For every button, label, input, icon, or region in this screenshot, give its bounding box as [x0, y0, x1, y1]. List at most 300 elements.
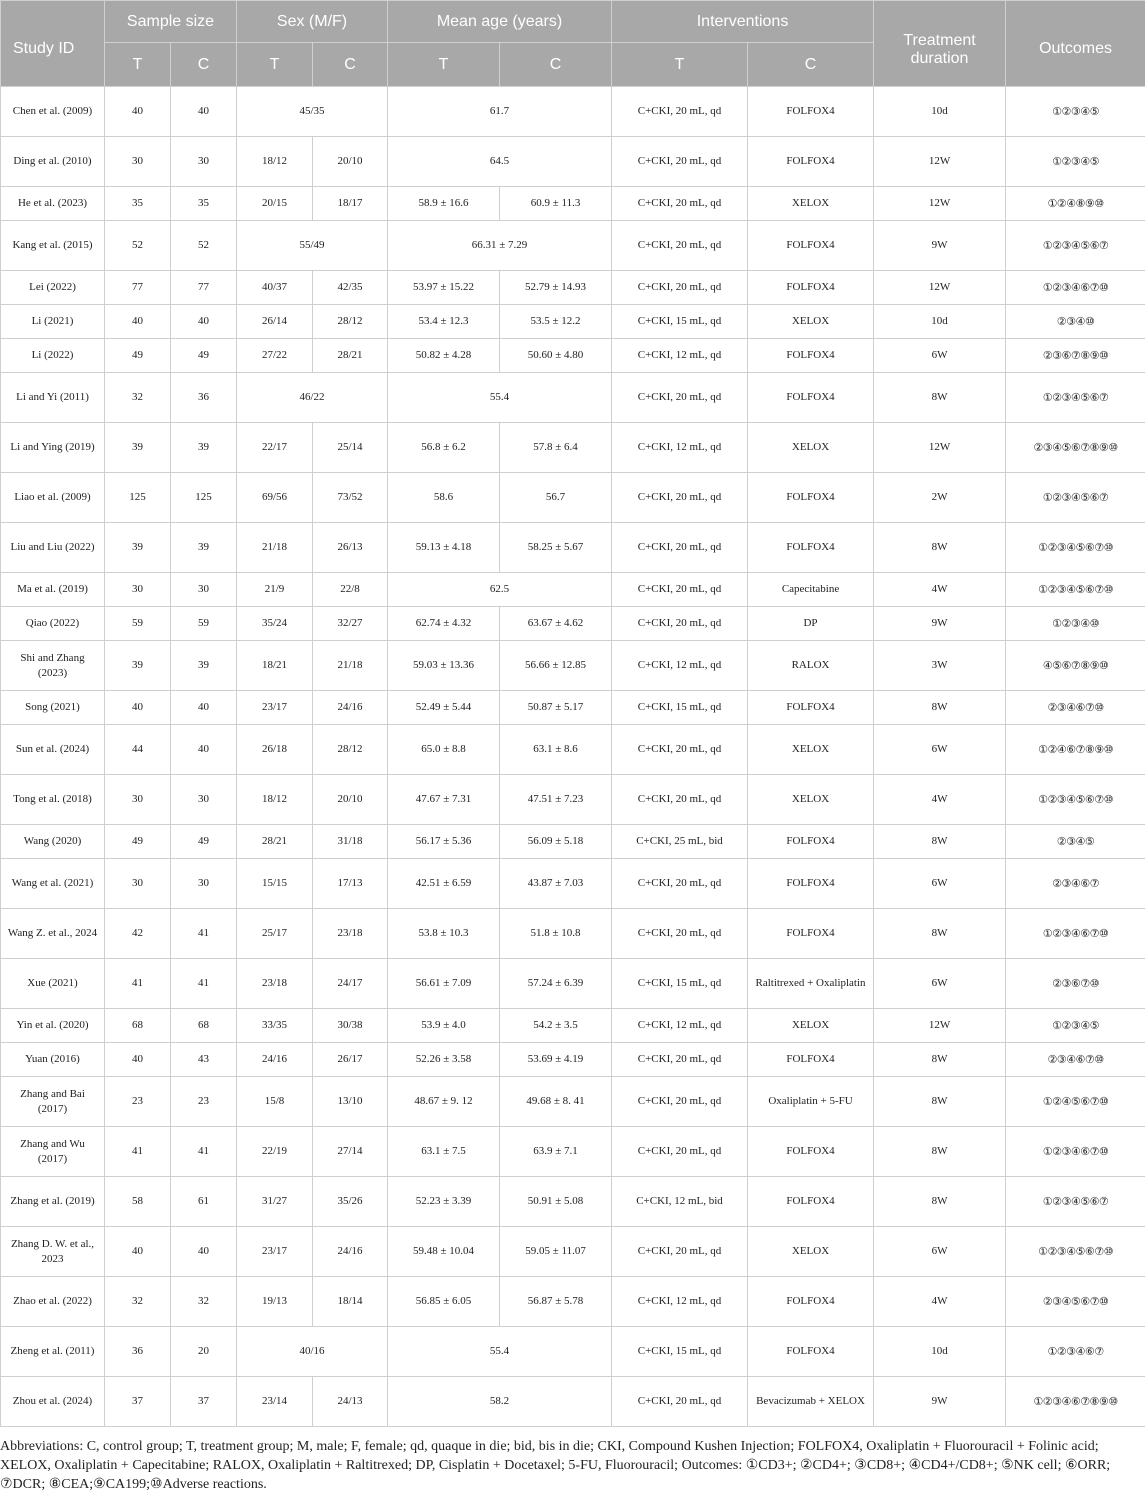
header-mean-age: Mean age (years): [388, 1, 612, 43]
outcomes-cell: ②③④⑤⑥⑦⑧⑨⑩: [1006, 423, 1145, 473]
treatment-duration-cell: 12W: [874, 137, 1006, 187]
treatment-duration-cell: 9W: [874, 1377, 1006, 1427]
mean-age-t-cell: 48.67 ± 9. 12: [388, 1077, 500, 1127]
mean-age-c-cell: 53.69 ± 4.19: [500, 1043, 612, 1077]
sex-c-cell: 25/14: [313, 423, 388, 473]
sex-t-cell: 26/14: [237, 305, 313, 339]
table-footnote: Abbreviations: C, control group; T, treatment group; M, male; F, female; qd, quaque in die; bid, bis in die; CKI, Compound Kushen Injection; FOLFOX4, Oxaliplatin + Fluorouracil + Folinic acid; XELOX, Oxaliplatin + Capecitabine; RALOX, Oxaliplatin + Raltitrexed; DP, Cisplatin + Docetaxel; 5-FU, Fluorouracil; Outcomes: ①CD3+; ②CD4+; ③CD8+; ④CD4+/CD8+; ⑤NK cell; ⑥ORR; ⑦DCR; ⑧CEA;⑨CA199;⑩Adverse reactions.: [0, 1439, 1111, 1492]
sex-c-cell: 21/18: [313, 641, 388, 691]
mean-age-t-cell: 56.17 ± 5.36: [388, 825, 500, 859]
sample-size-t-cell: 77: [105, 271, 171, 305]
intervention-c-cell: FOLFOX4: [748, 1127, 874, 1177]
treatment-duration-cell: 8W: [874, 1127, 1006, 1177]
outcomes-cell: ①②④⑤⑥⑦⑩: [1006, 1077, 1145, 1127]
study-id-cell: Zhou et al. (2024): [1, 1377, 105, 1427]
subheader-age-t: T: [388, 43, 500, 87]
sex-c-cell: 28/12: [313, 725, 388, 775]
sex-c-cell: 24/16: [313, 1227, 388, 1277]
intervention-t-cell: C+CKI, 20 mL, qd: [612, 859, 748, 909]
subheader-sample-c: C: [171, 43, 237, 87]
sample-size-c-cell: 40: [171, 725, 237, 775]
outcomes-cell: ②③④⑤⑥⑦⑩: [1006, 1277, 1145, 1327]
intervention-t-cell: C+CKI, 12 mL, qd: [612, 339, 748, 373]
intervention-t-cell: C+CKI, 20 mL, qd: [612, 187, 748, 221]
intervention-c-cell: XELOX: [748, 187, 874, 221]
sex-c-cell: 73/52: [313, 473, 388, 523]
sample-size-t-cell: 39: [105, 423, 171, 473]
mean-age-c-cell: 54.2 ± 3.5: [500, 1009, 612, 1043]
intervention-t-cell: C+CKI, 20 mL, qd: [612, 221, 748, 271]
outcomes-cell: ②③④⑥⑦⑩: [1006, 691, 1145, 725]
treatment-duration-cell: 4W: [874, 775, 1006, 825]
mean-age-c-cell: 47.51 ± 7.23: [500, 775, 612, 825]
outcomes-cell: ②③④⑩: [1006, 305, 1145, 339]
sex-t-cell: 23/17: [237, 1227, 313, 1277]
sex-c-cell: 24/13: [313, 1377, 388, 1427]
sample-size-c-cell: 23: [171, 1077, 237, 1127]
sample-size-c-cell: 39: [171, 641, 237, 691]
sex-t-cell: 35/24: [237, 607, 313, 641]
treatment-duration-cell: 8W: [874, 909, 1006, 959]
outcomes-cell: ②③⑥⑦⑩: [1006, 959, 1145, 1009]
table-row: [1, 1177, 1145, 1227]
outcomes-cell: ①②③④⑤: [1006, 137, 1145, 187]
subheader-age-c: C: [500, 43, 612, 87]
mean-age-combined-cell: 66.31 ± 7.29: [388, 221, 612, 271]
mean-age-c-cell: 58.25 ± 5.67: [500, 523, 612, 573]
sample-size-c-cell: 52: [171, 221, 237, 271]
outcomes-cell: ①②③④⑥⑦⑧⑨⑩: [1006, 1377, 1145, 1427]
mean-age-t-cell: 62.74 ± 4.32: [388, 607, 500, 641]
sample-size-t-cell: 39: [105, 641, 171, 691]
intervention-c-cell: FOLFOX4: [748, 1043, 874, 1077]
sample-size-c-cell: 49: [171, 339, 237, 373]
study-id-cell: Ding et al. (2010): [1, 137, 105, 187]
sample-size-t-cell: 40: [105, 1227, 171, 1277]
sex-c-cell: 17/13: [313, 859, 388, 909]
sex-t-cell: 18/12: [237, 137, 313, 187]
sample-size-t-cell: 41: [105, 959, 171, 1009]
mean-age-c-cell: 50.87 ± 5.17: [500, 691, 612, 725]
intervention-c-cell: FOLFOX4: [748, 825, 874, 859]
treatment-duration-cell: 8W: [874, 691, 1006, 725]
treatment-duration-cell: 6W: [874, 959, 1006, 1009]
table-row: [1, 137, 1145, 187]
subheader-intervention-c: C: [748, 43, 874, 87]
intervention-c-cell: FOLFOX4: [748, 339, 874, 373]
study-id-cell: Zhang D. W. et al., 2023: [1, 1227, 105, 1277]
sex-c-cell: 18/17: [313, 187, 388, 221]
mean-age-c-cell: 63.1 ± 8.6: [500, 725, 612, 775]
sample-size-c-cell: 30: [171, 859, 237, 909]
intervention-c-cell: Bevacizumab + XELOX: [748, 1377, 874, 1427]
treatment-duration-cell: 10d: [874, 87, 1006, 137]
intervention-t-cell: C+CKI, 20 mL, qd: [612, 1377, 748, 1427]
mean-age-t-cell: 59.13 ± 4.18: [388, 523, 500, 573]
treatment-duration-cell: 12W: [874, 1009, 1006, 1043]
sex-t-cell: 15/15: [237, 859, 313, 909]
intervention-t-cell: C+CKI, 15 mL, qd: [612, 959, 748, 1009]
mean-age-c-cell: 59.05 ± 11.07: [500, 1227, 612, 1277]
treatment-duration-cell: 2W: [874, 473, 1006, 523]
intervention-c-cell: Raltitrexed + Oxaliplatin: [748, 959, 874, 1009]
mean-age-t-cell: 56.61 ± 7.09: [388, 959, 500, 1009]
sex-t-cell: 22/19: [237, 1127, 313, 1177]
intervention-c-cell: FOLFOX4: [748, 1277, 874, 1327]
mean-age-c-cell: 49.68 ± 8. 41: [500, 1077, 612, 1127]
sex-t-cell: 24/16: [237, 1043, 313, 1077]
mean-age-c-cell: 56.7: [500, 473, 612, 523]
sample-size-c-cell: 32: [171, 1277, 237, 1327]
sample-size-c-cell: 40: [171, 87, 237, 137]
mean-age-c-cell: 60.9 ± 11.3: [500, 187, 612, 221]
study-id-cell: Lei (2022): [1, 271, 105, 305]
intervention-c-cell: XELOX: [748, 1009, 874, 1043]
outcomes-cell: ①②③④⑤: [1006, 87, 1145, 137]
sex-t-cell: 20/15: [237, 187, 313, 221]
mean-age-t-cell: 53.8 ± 10.3: [388, 909, 500, 959]
intervention-t-cell: C+CKI, 20 mL, qd: [612, 725, 748, 775]
header-sample-size: Sample size: [105, 1, 237, 43]
sex-combined-cell: 46/22: [237, 373, 388, 423]
study-id-cell: Wang Z. et al., 2024: [1, 909, 105, 959]
table-row: [1, 373, 1145, 423]
study-id-cell: Wang (2020): [1, 825, 105, 859]
mean-age-c-cell: 51.8 ± 10.8: [500, 909, 612, 959]
intervention-t-cell: C+CKI, 20 mL, qd: [612, 573, 748, 607]
table-row: [1, 423, 1145, 473]
mean-age-combined-cell: 55.4: [388, 1327, 612, 1377]
treatment-duration-cell: 10d: [874, 305, 1006, 339]
study-id-cell: Li and Ying (2019): [1, 423, 105, 473]
sample-size-c-cell: 41: [171, 959, 237, 1009]
sample-size-c-cell: 35: [171, 187, 237, 221]
outcomes-cell: ②③④⑤: [1006, 825, 1145, 859]
mean-age-t-cell: 52.23 ± 3.39: [388, 1177, 500, 1227]
sample-size-c-cell: 39: [171, 523, 237, 573]
study-id-cell: Zhang and Wu (2017): [1, 1127, 105, 1177]
mean-age-combined-cell: 62.5: [388, 573, 612, 607]
intervention-t-cell: C+CKI, 15 mL, qd: [612, 305, 748, 339]
sex-t-cell: 69/56: [237, 473, 313, 523]
treatment-duration-cell: 12W: [874, 423, 1006, 473]
intervention-t-cell: C+CKI, 20 mL, qd: [612, 1227, 748, 1277]
sex-t-cell: 21/9: [237, 573, 313, 607]
mean-age-t-cell: 42.51 ± 6.59: [388, 859, 500, 909]
intervention-c-cell: FOLFOX4: [748, 1177, 874, 1227]
mean-age-t-cell: 53.4 ± 12.3: [388, 305, 500, 339]
sex-t-cell: 33/35: [237, 1009, 313, 1043]
intervention-c-cell: RALOX: [748, 641, 874, 691]
intervention-c-cell: FOLFOX4: [748, 859, 874, 909]
treatment-duration-cell: 8W: [874, 1043, 1006, 1077]
sample-size-t-cell: 30: [105, 137, 171, 187]
table-row: [1, 775, 1145, 825]
intervention-c-cell: XELOX: [748, 725, 874, 775]
intervention-c-cell: DP: [748, 607, 874, 641]
study-id-cell: Li and Yi (2011): [1, 373, 105, 423]
sex-c-cell: 42/35: [313, 271, 388, 305]
table-row: [1, 607, 1145, 641]
sample-size-c-cell: 30: [171, 573, 237, 607]
sex-combined-cell: 55/49: [237, 221, 388, 271]
study-id-cell: Zheng et al. (2011): [1, 1327, 105, 1377]
sex-t-cell: 31/27: [237, 1177, 313, 1227]
outcomes-cell: ①②④⑧⑨⑩: [1006, 187, 1145, 221]
outcomes-cell: ①②③④⑤⑥⑦⑩: [1006, 1227, 1145, 1277]
intervention-c-cell: FOLFOX4: [748, 473, 874, 523]
table-row: [1, 305, 1145, 339]
sex-c-cell: 35/26: [313, 1177, 388, 1227]
treatment-duration-cell: 6W: [874, 725, 1006, 775]
mean-age-t-cell: 47.67 ± 7.31: [388, 775, 500, 825]
intervention-c-cell: FOLFOX4: [748, 87, 874, 137]
intervention-t-cell: C+CKI, 25 mL, bid: [612, 825, 748, 859]
sample-size-t-cell: 41: [105, 1127, 171, 1177]
sex-t-cell: 40/37: [237, 271, 313, 305]
table-row: [1, 523, 1145, 573]
table-row: [1, 573, 1145, 607]
sample-size-c-cell: 49: [171, 825, 237, 859]
outcomes-cell: ①②③④⑤⑥⑦: [1006, 373, 1145, 423]
intervention-t-cell: C+CKI, 12 mL, bid: [612, 1177, 748, 1227]
sample-size-c-cell: 39: [171, 423, 237, 473]
sex-c-cell: 22/8: [313, 573, 388, 607]
mean-age-c-cell: 50.91 ± 5.08: [500, 1177, 612, 1227]
mean-age-t-cell: 63.1 ± 7.5: [388, 1127, 500, 1177]
table-row: [1, 825, 1145, 859]
sex-t-cell: 25/17: [237, 909, 313, 959]
table-row: [1, 1043, 1145, 1077]
outcomes-cell: ②③⑥⑦⑧⑨⑩: [1006, 339, 1145, 373]
intervention-t-cell: C+CKI, 20 mL, qd: [612, 1127, 748, 1177]
intervention-t-cell: C+CKI, 20 mL, qd: [612, 775, 748, 825]
intervention-t-cell: C+CKI, 12 mL, qd: [612, 1277, 748, 1327]
sample-size-t-cell: 40: [105, 305, 171, 339]
sex-t-cell: 18/12: [237, 775, 313, 825]
intervention-c-cell: FOLFOX4: [748, 691, 874, 725]
table-body: [1, 87, 1145, 1427]
sex-combined-cell: 40/16: [237, 1327, 388, 1377]
header-treatment-duration: Treatment duration: [874, 1, 1006, 87]
sex-c-cell: 26/17: [313, 1043, 388, 1077]
sample-size-t-cell: 49: [105, 825, 171, 859]
sample-size-c-cell: 59: [171, 607, 237, 641]
sex-t-cell: 15/8: [237, 1077, 313, 1127]
mean-age-c-cell: 53.5 ± 12.2: [500, 305, 612, 339]
sample-size-t-cell: 52: [105, 221, 171, 271]
sample-size-c-cell: 30: [171, 137, 237, 187]
sample-size-t-cell: 68: [105, 1009, 171, 1043]
outcomes-cell: ②③④⑥⑦: [1006, 859, 1145, 909]
treatment-duration-cell: 6W: [874, 1227, 1006, 1277]
study-id-cell: Liu and Liu (2022): [1, 523, 105, 573]
sample-size-c-cell: 68: [171, 1009, 237, 1043]
sample-size-t-cell: 40: [105, 1043, 171, 1077]
treatment-duration-cell: 10d: [874, 1327, 1006, 1377]
sample-size-t-cell: 44: [105, 725, 171, 775]
study-id-cell: Ma et al. (2019): [1, 573, 105, 607]
table-row: [1, 187, 1145, 221]
sample-size-c-cell: 61: [171, 1177, 237, 1227]
sex-c-cell: 26/13: [313, 523, 388, 573]
sample-size-c-cell: 41: [171, 1127, 237, 1177]
mean-age-t-cell: 59.48 ± 10.04: [388, 1227, 500, 1277]
study-id-cell: Zhao et al. (2022): [1, 1277, 105, 1327]
study-id-cell: Wang et al. (2021): [1, 859, 105, 909]
treatment-duration-cell: 8W: [874, 825, 1006, 859]
mean-age-t-cell: 58.9 ± 16.6: [388, 187, 500, 221]
mean-age-c-cell: 52.79 ± 14.93: [500, 271, 612, 305]
mean-age-t-cell: 53.97 ± 15.22: [388, 271, 500, 305]
treatment-duration-cell: 9W: [874, 607, 1006, 641]
mean-age-c-cell: 50.60 ± 4.80: [500, 339, 612, 373]
intervention-t-cell: C+CKI, 12 mL, qd: [612, 1009, 748, 1043]
mean-age-c-cell: 56.66 ± 12.85: [500, 641, 612, 691]
intervention-c-cell: FOLFOX4: [748, 271, 874, 305]
mean-age-t-cell: 52.26 ± 3.58: [388, 1043, 500, 1077]
mean-age-c-cell: 63.67 ± 4.62: [500, 607, 612, 641]
mean-age-c-cell: 56.87 ± 5.78: [500, 1277, 612, 1327]
intervention-t-cell: C+CKI, 20 mL, qd: [612, 473, 748, 523]
sample-size-c-cell: 77: [171, 271, 237, 305]
table-row: [1, 725, 1145, 775]
table-row: [1, 87, 1145, 137]
mean-age-t-cell: 53.9 ± 4.0: [388, 1009, 500, 1043]
treatment-duration-cell: 8W: [874, 1177, 1006, 1227]
intervention-c-cell: Capecitabine: [748, 573, 874, 607]
intervention-c-cell: XELOX: [748, 423, 874, 473]
sex-combined-cell: 45/35: [237, 87, 388, 137]
mean-age-combined-cell: 64.5: [388, 137, 612, 187]
study-id-cell: Zhang and Bai (2017): [1, 1077, 105, 1127]
study-id-cell: Sun et al. (2024): [1, 725, 105, 775]
outcomes-cell: ①②③④⑤⑥⑦: [1006, 473, 1145, 523]
table-row: [1, 473, 1145, 523]
treatment-duration-cell: 9W: [874, 221, 1006, 271]
intervention-c-cell: FOLFOX4: [748, 523, 874, 573]
table-row: [1, 909, 1145, 959]
mean-age-c-cell: 43.87 ± 7.03: [500, 859, 612, 909]
study-id-cell: Chen et al. (2009): [1, 87, 105, 137]
table-row: [1, 1077, 1145, 1127]
treatment-duration-cell: 3W: [874, 641, 1006, 691]
mean-age-t-cell: 65.0 ± 8.8: [388, 725, 500, 775]
sex-t-cell: 21/18: [237, 523, 313, 573]
study-id-cell: Song (2021): [1, 691, 105, 725]
sample-size-c-cell: 30: [171, 775, 237, 825]
mean-age-t-cell: 50.82 ± 4.28: [388, 339, 500, 373]
intervention-t-cell: C+CKI, 20 mL, qd: [612, 523, 748, 573]
sex-c-cell: 28/12: [313, 305, 388, 339]
sex-c-cell: 20/10: [313, 137, 388, 187]
table-row: [1, 959, 1145, 1009]
subheader-sample-t: T: [105, 43, 171, 87]
sample-size-c-cell: 40: [171, 305, 237, 339]
outcomes-cell: ①②③④⑥⑦: [1006, 1327, 1145, 1377]
study-id-cell: He et al. (2023): [1, 187, 105, 221]
header-outcomes: Outcomes: [1006, 1, 1145, 87]
study-id-cell: Yin et al. (2020): [1, 1009, 105, 1043]
intervention-t-cell: C+CKI, 15 mL, qd: [612, 691, 748, 725]
mean-age-c-cell: 57.8 ± 6.4: [500, 423, 612, 473]
sample-size-c-cell: 37: [171, 1377, 237, 1427]
mean-age-t-cell: 58.6: [388, 473, 500, 523]
outcomes-cell: ①②③④⑤⑥⑦: [1006, 1177, 1145, 1227]
sample-size-t-cell: 39: [105, 523, 171, 573]
sample-size-t-cell: 42: [105, 909, 171, 959]
treatment-duration-cell: 6W: [874, 339, 1006, 373]
mean-age-t-cell: 52.49 ± 5.44: [388, 691, 500, 725]
sex-c-cell: 28/21: [313, 339, 388, 373]
outcomes-cell: ①②③④⑤⑥⑦⑩: [1006, 523, 1145, 573]
sex-c-cell: 32/27: [313, 607, 388, 641]
study-id-cell: Qiao (2022): [1, 607, 105, 641]
intervention-t-cell: C+CKI, 12 mL, qd: [612, 423, 748, 473]
header-study-id: Study ID: [1, 1, 105, 87]
sample-size-c-cell: 40: [171, 691, 237, 725]
sample-size-t-cell: 35: [105, 187, 171, 221]
mean-age-t-cell: 59.03 ± 13.36: [388, 641, 500, 691]
treatment-duration-cell: 12W: [874, 187, 1006, 221]
mean-age-t-cell: 56.8 ± 6.2: [388, 423, 500, 473]
intervention-t-cell: C+CKI, 20 mL, qd: [612, 87, 748, 137]
study-id-cell: Tong et al. (2018): [1, 775, 105, 825]
intervention-t-cell: C+CKI, 20 mL, qd: [612, 271, 748, 305]
study-id-cell: Shi and Zhang (2023): [1, 641, 105, 691]
sex-t-cell: 26/18: [237, 725, 313, 775]
outcomes-cell: ①②③④⑤: [1006, 1009, 1145, 1043]
mean-age-c-cell: 57.24 ± 6.39: [500, 959, 612, 1009]
sample-size-t-cell: 37: [105, 1377, 171, 1427]
treatment-duration-cell: 4W: [874, 573, 1006, 607]
table-row: [1, 641, 1145, 691]
intervention-c-cell: FOLFOX4: [748, 909, 874, 959]
sex-c-cell: 20/10: [313, 775, 388, 825]
sample-size-t-cell: 58: [105, 1177, 171, 1227]
table-row: [1, 1009, 1145, 1043]
sample-size-t-cell: 30: [105, 573, 171, 607]
sample-size-c-cell: 41: [171, 909, 237, 959]
table-row: [1, 1277, 1145, 1327]
sample-size-t-cell: 40: [105, 691, 171, 725]
mean-age-combined-cell: 58.2: [388, 1377, 612, 1427]
table-row: [1, 859, 1145, 909]
sex-c-cell: 31/18: [313, 825, 388, 859]
header-sex: Sex (M/F): [237, 1, 388, 43]
intervention-t-cell: C+CKI, 12 mL, qd: [612, 641, 748, 691]
sample-size-t-cell: 36: [105, 1327, 171, 1377]
sample-size-c-cell: 20: [171, 1327, 237, 1377]
sex-t-cell: 23/17: [237, 691, 313, 725]
treatment-duration-cell: 8W: [874, 523, 1006, 573]
sample-size-t-cell: 32: [105, 1277, 171, 1327]
sample-size-t-cell: 23: [105, 1077, 171, 1127]
outcomes-cell: ①②③④⑤⑥⑦⑩: [1006, 573, 1145, 607]
table-row: [1, 339, 1145, 373]
intervention-t-cell: C+CKI, 20 mL, qd: [612, 909, 748, 959]
sex-c-cell: 24/17: [313, 959, 388, 1009]
sample-size-c-cell: 36: [171, 373, 237, 423]
study-id-cell: Li (2022): [1, 339, 105, 373]
sample-size-t-cell: 125: [105, 473, 171, 523]
sex-t-cell: 28/21: [237, 825, 313, 859]
treatment-duration-cell: 6W: [874, 859, 1006, 909]
intervention-c-cell: FOLFOX4: [748, 137, 874, 187]
intervention-t-cell: C+CKI, 20 mL, qd: [612, 1077, 748, 1127]
outcomes-cell: ①②③④⑥⑦⑩: [1006, 909, 1145, 959]
treatment-duration-cell: 4W: [874, 1277, 1006, 1327]
